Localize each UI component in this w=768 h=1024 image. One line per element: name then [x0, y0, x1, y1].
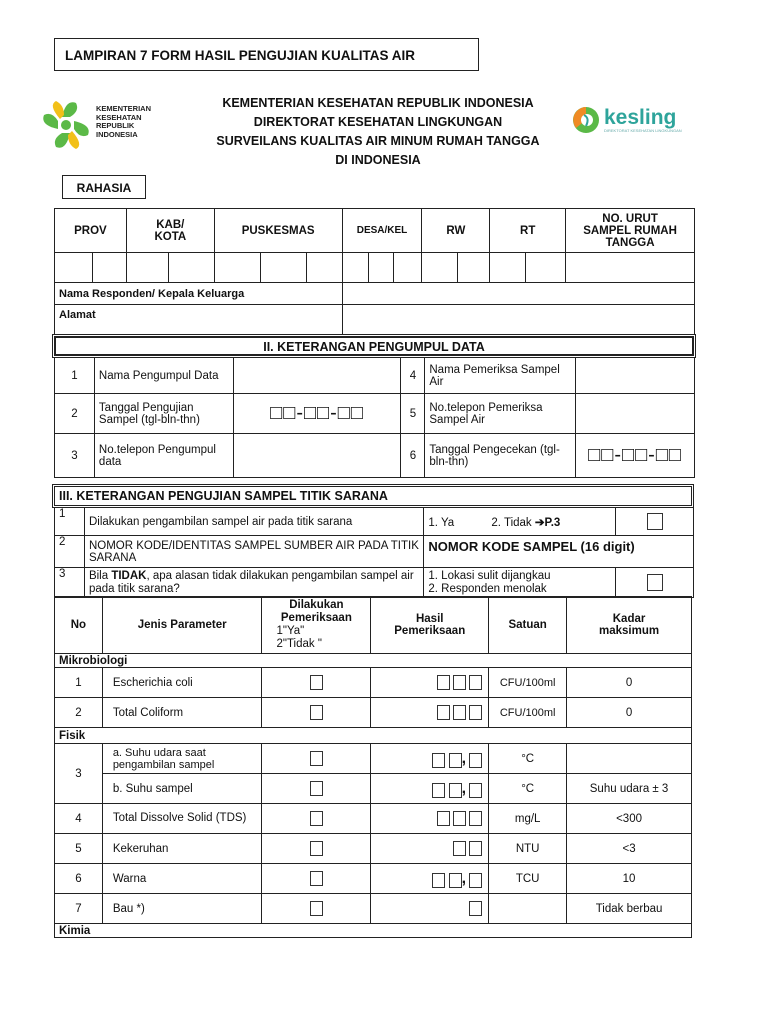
s2-label: Tanggal Pengecekan (tgl-bln-thn) [425, 434, 576, 478]
category-row [55, 654, 692, 668]
s2-no: 1 [55, 358, 95, 394]
code-cell[interactable] [490, 253, 526, 283]
s2-no: 6 [401, 434, 425, 478]
tanggal-pengujian-field[interactable]: □□-□□-□□ [233, 394, 401, 434]
code-cell[interactable] [92, 253, 126, 283]
table-row: 6 Warna , TCU 10 [55, 864, 692, 894]
code-cell[interactable] [526, 253, 566, 283]
checkbox-icon [310, 901, 323, 916]
q2-text: NOMOR KODE/IDENTITAS SAMPEL SUMBER AIR PADA TITIK SARANA [84, 536, 423, 568]
s2-label: Nama Pemeriksa Sampel Air [425, 358, 576, 394]
dilakukan-box[interactable] [262, 894, 371, 924]
dilakukan-box[interactable] [262, 864, 371, 894]
category-row [55, 728, 692, 744]
dilakukan-box[interactable] [262, 834, 371, 864]
kesling-tagline: DIREKTORAT KESEHATAN LINGKUNGAN [604, 128, 682, 133]
section3-table [54, 507, 694, 598]
q2-no: 2 [55, 536, 85, 568]
s2-label: No.telepon Pengumpul data [94, 434, 233, 478]
responden-field[interactable] [342, 283, 694, 305]
s2-no: 2 [55, 394, 95, 434]
id-code-row [55, 253, 695, 283]
hasil-boxes[interactable]: , [371, 744, 489, 774]
col-dilakukan: Dilakukan Pemeriksaan 1"Ya" 2"Tidak " [262, 597, 371, 654]
dilakukan-box[interactable] [262, 698, 371, 728]
checkbox-icon [310, 781, 323, 796]
table-row: 1 Escherichia coli CFU/100ml 0 [55, 668, 692, 698]
alamat-label: Alamat [55, 305, 343, 335]
hasil-boxes[interactable] [371, 698, 489, 728]
hasil-boxes[interactable] [371, 668, 489, 698]
category-mikrobiologi: Mikrobiologi [55, 654, 692, 668]
lampiran-title: LAMPIRAN 7 FORM HASIL PENGUJIAN KUALITAS AIR [54, 38, 479, 71]
q3-options: 1. Lokasi sulit dijangkau 2. Responden menolak [424, 568, 616, 598]
table-row: 3 a. Suhu udara saat pengambilan sampel , °C [55, 744, 692, 774]
table-row: 4 Total Dissolve Solid (TDS) mg/L <300 [55, 804, 692, 834]
category-kimia: Kimia [55, 924, 692, 938]
category-fisik: Fisik [55, 728, 692, 744]
checkbox-icon [310, 871, 323, 886]
checkbox-icon [310, 675, 323, 690]
rw-header: RW [422, 209, 490, 253]
code-cell[interactable] [260, 253, 306, 283]
code-cell[interactable] [214, 253, 260, 283]
hasil-boxes[interactable] [371, 804, 489, 834]
q1-text: Dilakukan pengambilan sampel air pada titik sarana [84, 508, 423, 536]
checkbox-icon [310, 811, 323, 826]
arrow-right-icon: ➔ [534, 516, 545, 529]
dilakukan-box[interactable] [262, 804, 371, 834]
section2-table [54, 357, 695, 478]
q3-text: Bila TIDAK, apa alasan tidak dilakukan pengambilan sampel air pada titik sarana? [84, 568, 423, 598]
checkbox-icon [310, 751, 323, 766]
section2-title: II. KETERANGAN PENGUMPUL DATA [54, 336, 694, 356]
kesling-wordmark: kesling [604, 106, 677, 129]
code-cell[interactable] [342, 253, 368, 283]
code-cell[interactable] [422, 253, 458, 283]
rt-header: RT [490, 209, 566, 253]
q1-answer-box[interactable] [616, 508, 694, 536]
table-row: 2 Total Coliform CFU/100ml 0 [55, 698, 692, 728]
table-row: b. Suhu sampel , °C Suhu udara ± 3 [55, 774, 692, 804]
q1-opt-ya: 1. Ya [428, 516, 455, 529]
hasil-boxes[interactable]: , [371, 864, 489, 894]
code-cell[interactable] [126, 253, 168, 283]
col-jenis: Jenis Parameter [102, 597, 262, 654]
q1-opt-tidak: 2. Tidak [491, 516, 535, 529]
identity-table [54, 208, 695, 335]
code-cell[interactable] [306, 253, 342, 283]
checkbox-icon [310, 705, 323, 720]
code-cell[interactable] [368, 253, 394, 283]
parameter-table [54, 596, 692, 938]
s2-no: 3 [55, 434, 95, 478]
dilakukan-box[interactable] [262, 774, 371, 804]
q3-answer-box[interactable] [616, 568, 694, 598]
category-row [55, 924, 692, 938]
s2-label: Nama Pengumpul Data [94, 358, 233, 394]
responden-label: Nama Responden/ Kepala Keluarga [55, 283, 343, 305]
code-cell[interactable] [55, 253, 93, 283]
document-header: KEMENTERIAN KESEHATAN REPUBLIK INDONESIA DIREKTORAT KESEHATAN LINGKUNGAN SURVEILANS KUALITAS AIR MINUM RUMAH TANGGA DI INDONESIA [216, 96, 540, 167]
tanggal-pengecekan-field[interactable]: □□-□□-□□ [576, 434, 695, 478]
dilakukan-box[interactable] [262, 668, 371, 698]
s2-label: No.telepon Pemeriksa Sampel Air [425, 394, 576, 434]
q1-goto: P.3 [544, 516, 561, 529]
q1-options [424, 508, 616, 536]
alamat-field[interactable] [342, 305, 694, 335]
kemenkes-logo-text: KEMENTERIAN KESEHATAN REPUBLIK INDONESIA [96, 104, 152, 139]
rahasia-label: RAHASIA [62, 175, 146, 199]
q3-no: 3 [55, 568, 85, 598]
table-row: 7 Bau *) Tidak berbau [55, 894, 692, 924]
hasil-boxes[interactable] [371, 834, 489, 864]
s2-no: 5 [401, 394, 425, 434]
checkbox-icon [310, 841, 323, 856]
code-cell[interactable] [458, 253, 490, 283]
code-cell[interactable] [168, 253, 214, 283]
code-cell[interactable] [394, 253, 422, 283]
nama-pengumpul-field[interactable] [233, 358, 401, 394]
col-no: No [55, 597, 103, 654]
hasil-boxes[interactable] [371, 894, 489, 924]
checkbox-icon [647, 513, 663, 530]
telepon-pemeriksa-field[interactable] [576, 394, 695, 434]
code-cell[interactable] [566, 253, 695, 283]
prov-header: PROV [55, 209, 127, 253]
col-hasil: Hasil Pemeriksaan [371, 597, 489, 654]
hasil-boxes[interactable]: , [371, 774, 489, 804]
q2-kode-field[interactable]: NOMOR KODE SAMPEL (16 digit) [424, 536, 694, 568]
col-kadar: Kadar maksimum [567, 597, 692, 654]
s2-no: 4 [401, 358, 425, 394]
nama-pemeriksa-field[interactable] [576, 358, 695, 394]
col-satuan: Satuan [489, 597, 567, 654]
checkbox-icon [647, 574, 663, 591]
desa-kel-header: DESA/KEL [342, 209, 422, 253]
kab-kota-header: KAB/ KOTA [126, 209, 214, 253]
table-row: 5 Kekeruhan NTU <3 [55, 834, 692, 864]
dilakukan-box[interactable] [262, 744, 371, 774]
s2-label: Tanggal Pengujian Sampel (tgl-bln-thn) [94, 394, 233, 434]
no-urut-header: NO. URUT SAMPEL RUMAH TANGGA [566, 209, 695, 253]
puskesmas-header: PUSKESMAS [214, 209, 342, 253]
kesling-logo-icon [570, 104, 602, 136]
section3-title: III. KETERANGAN PENGUJIAN SAMPEL TITIK SARANA [54, 486, 692, 506]
q1-no: 1 [55, 508, 85, 536]
telepon-pengumpul-field[interactable] [233, 434, 401, 478]
